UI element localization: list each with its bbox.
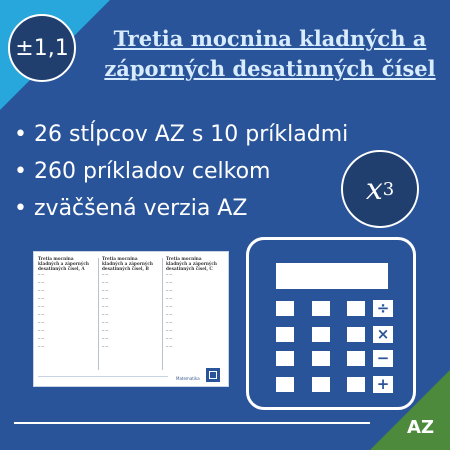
exercise-line: ─ ─ bbox=[102, 304, 109, 309]
calculator-key bbox=[276, 377, 294, 392]
calculator-key bbox=[276, 351, 294, 366]
cube-exponent: 3 bbox=[382, 178, 395, 200]
page-title: Tretia mocnina kladných a záporných desatinných čísel bbox=[104, 26, 436, 81]
worksheet-column-a bbox=[38, 256, 96, 352]
exercise-line: ─ ─ bbox=[102, 320, 109, 325]
footer-rule bbox=[38, 376, 168, 377]
exercise-line: ─ ─ bbox=[102, 328, 109, 333]
exercise-line: ─ ─ bbox=[166, 304, 173, 309]
feature-item bbox=[14, 190, 348, 227]
worksheet-column-header: Tretia mocnina kladných a záporných desatinných čísel, B bbox=[102, 256, 153, 271]
exercise-line: ─ ─ bbox=[166, 336, 173, 341]
exercise-line: ─ ─ bbox=[38, 288, 45, 293]
exercise-line: ─ ─ bbox=[102, 280, 109, 285]
exercise-line: ─ ─ bbox=[38, 312, 45, 317]
exercise-line: ─ ─ bbox=[166, 280, 173, 285]
calculator-key bbox=[312, 301, 330, 316]
column-divider bbox=[162, 258, 163, 370]
feature-item bbox=[14, 116, 348, 153]
calculator-key bbox=[312, 327, 330, 342]
exercise-line: ─ ─ bbox=[166, 272, 173, 277]
exercise-line: ─ ─ bbox=[38, 296, 45, 301]
bullet-dot: • bbox=[14, 122, 27, 147]
exercise-line: ─ ─ bbox=[166, 344, 173, 349]
plus-minus-badge bbox=[8, 14, 76, 82]
worksheet-column-b bbox=[102, 256, 160, 352]
feature-text: 26 stĺpcov AZ s 10 príkladmi bbox=[34, 122, 349, 147]
exercise-line: ─ ─ bbox=[166, 288, 173, 293]
calculator-screen bbox=[276, 263, 388, 289]
exercise-line: ─ ─ bbox=[38, 344, 45, 349]
worksheet-preview bbox=[33, 251, 229, 387]
exercise-line: ─ ─ bbox=[38, 272, 45, 277]
worksheet-column-header: Tretia mocnina kladných a záporných desatinných čísel, A bbox=[38, 256, 89, 271]
corner-label: AZ bbox=[407, 417, 434, 438]
exercise-line: ─ ─ bbox=[38, 328, 45, 333]
divide-key: ÷ bbox=[373, 300, 393, 317]
exercise-line: ─ ─ bbox=[38, 304, 45, 309]
exercise-line: ─ ─ bbox=[166, 328, 173, 333]
badge-text: ±1,1 bbox=[15, 35, 69, 61]
exercise-line: ─ ─ bbox=[166, 312, 173, 317]
calculator-logo-icon bbox=[206, 368, 220, 382]
exercise-line: ─ ─ bbox=[166, 320, 173, 325]
exercise-line: ─ ─ bbox=[102, 344, 109, 349]
calculator-key bbox=[347, 377, 365, 392]
exercise-line: ─ ─ bbox=[166, 296, 173, 301]
calculator-key bbox=[312, 377, 330, 392]
bullet-dot: • bbox=[14, 159, 27, 184]
exercise-line: ─ ─ bbox=[102, 336, 109, 341]
calculator-key bbox=[276, 301, 294, 316]
exercise-line: ─ ─ bbox=[38, 336, 45, 341]
calculator-key bbox=[347, 301, 365, 316]
exercise-line: ─ ─ bbox=[102, 296, 109, 301]
worksheet-column-c bbox=[166, 256, 224, 352]
exercise-line: ─ ─ bbox=[38, 280, 45, 285]
minus-key: − bbox=[373, 350, 393, 367]
column-divider bbox=[98, 258, 99, 370]
calculator-key bbox=[347, 327, 365, 342]
multiply-key: × bbox=[373, 326, 393, 343]
corner-accent-bottom-right bbox=[370, 370, 450, 450]
cube-symbol-badge bbox=[341, 150, 419, 228]
exercise-line: ─ ─ bbox=[38, 320, 45, 325]
feature-text: 260 príkladov celkom bbox=[34, 159, 271, 184]
feature-text: zväčšená verzia AZ bbox=[34, 196, 248, 221]
bullet-dot: • bbox=[14, 196, 27, 221]
worksheet-footer: Matematika bbox=[176, 376, 200, 381]
feature-item bbox=[14, 153, 348, 190]
exercise-line: ─ ─ bbox=[102, 272, 109, 277]
exercise-line: ─ ─ bbox=[102, 312, 109, 317]
feature-list bbox=[14, 116, 348, 227]
calculator-key bbox=[276, 327, 294, 342]
calculator-key bbox=[347, 351, 365, 366]
cube-base: x bbox=[365, 171, 383, 207]
exercise-line: ─ ─ bbox=[102, 288, 109, 293]
worksheet-column-header: Tretia mocnina kladných a záporných desatinných čísel, C bbox=[166, 256, 217, 271]
plus-key: + bbox=[373, 376, 393, 393]
divider-line bbox=[14, 422, 370, 424]
calculator-key bbox=[312, 351, 330, 366]
